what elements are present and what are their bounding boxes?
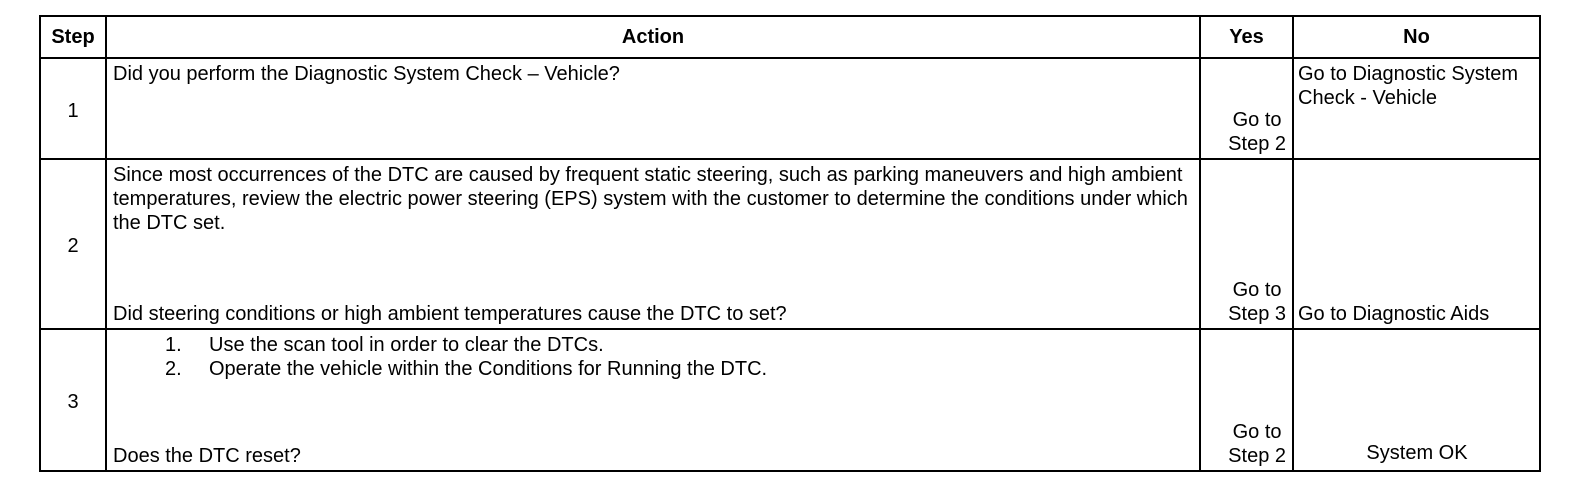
table-row — [40, 58, 1540, 159]
no-cell — [1293, 58, 1540, 159]
yes-cell — [1200, 58, 1293, 159]
no-action: System OK — [1366, 442, 1468, 464]
no-cell — [1293, 159, 1540, 329]
substep-list — [113, 333, 1196, 381]
substep-item — [151, 333, 1196, 357]
substep-text: Operate the vehicle within the Conditions for Running the DTC. — [209, 358, 768, 380]
header-step: Step — [40, 16, 106, 58]
no-action: Go to Diagnostic Aids — [1298, 303, 1490, 325]
header-action: Action — [106, 16, 1200, 58]
table-row — [40, 329, 1540, 471]
action-question: Did steering conditions or high ambient temperatures cause the DTC to set? — [113, 303, 787, 325]
yes-line-1: Go to — [1232, 279, 1282, 301]
substep-text: Use the scan tool in order to clear the DTCs. — [209, 334, 604, 356]
yes-cell — [1200, 159, 1293, 329]
yes-line-2: Step 2 — [1228, 445, 1286, 467]
substep-item — [151, 357, 1196, 381]
step-number: 3 — [40, 329, 106, 471]
header-no: No — [1293, 16, 1540, 58]
yes-cell — [1200, 329, 1293, 471]
header-yes: Yes — [1200, 16, 1293, 58]
yes-line-1: Go to — [1232, 421, 1282, 443]
table-row — [40, 159, 1540, 329]
action-cell — [106, 159, 1200, 329]
yes-action — [1228, 420, 1286, 468]
action-question: Does the DTC reset? — [113, 445, 301, 467]
header-row — [40, 16, 1540, 58]
action-cell — [106, 329, 1200, 471]
yes-line-2: Step 2 — [1228, 133, 1286, 155]
diagnostic-table — [39, 15, 1541, 472]
action-question: Did you perform the Diagnostic System Check – Vehicle? — [113, 63, 620, 85]
yes-action — [1228, 278, 1286, 326]
no-cell — [1293, 329, 1540, 471]
yes-line-1: Go to — [1232, 109, 1282, 131]
yes-action — [1228, 108, 1286, 156]
action-cell — [106, 58, 1200, 159]
step-number: 2 — [40, 159, 106, 329]
substep-marker: 2. — [165, 358, 182, 380]
step-number: 1 — [40, 58, 106, 159]
no-action: Go to Diagnostic System Check - Vehicle — [1298, 63, 1519, 109]
substep-marker: 1. — [165, 334, 182, 356]
action-description: Since most occurrences of the DTC are caused by frequent static steering, such as parking maneuvers and high ambient temperatures, review the electric power steering (EPS) system with the customer to determine the conditions under which the DTC set. — [113, 164, 1188, 234]
yes-line-2: Step 3 — [1228, 303, 1286, 325]
